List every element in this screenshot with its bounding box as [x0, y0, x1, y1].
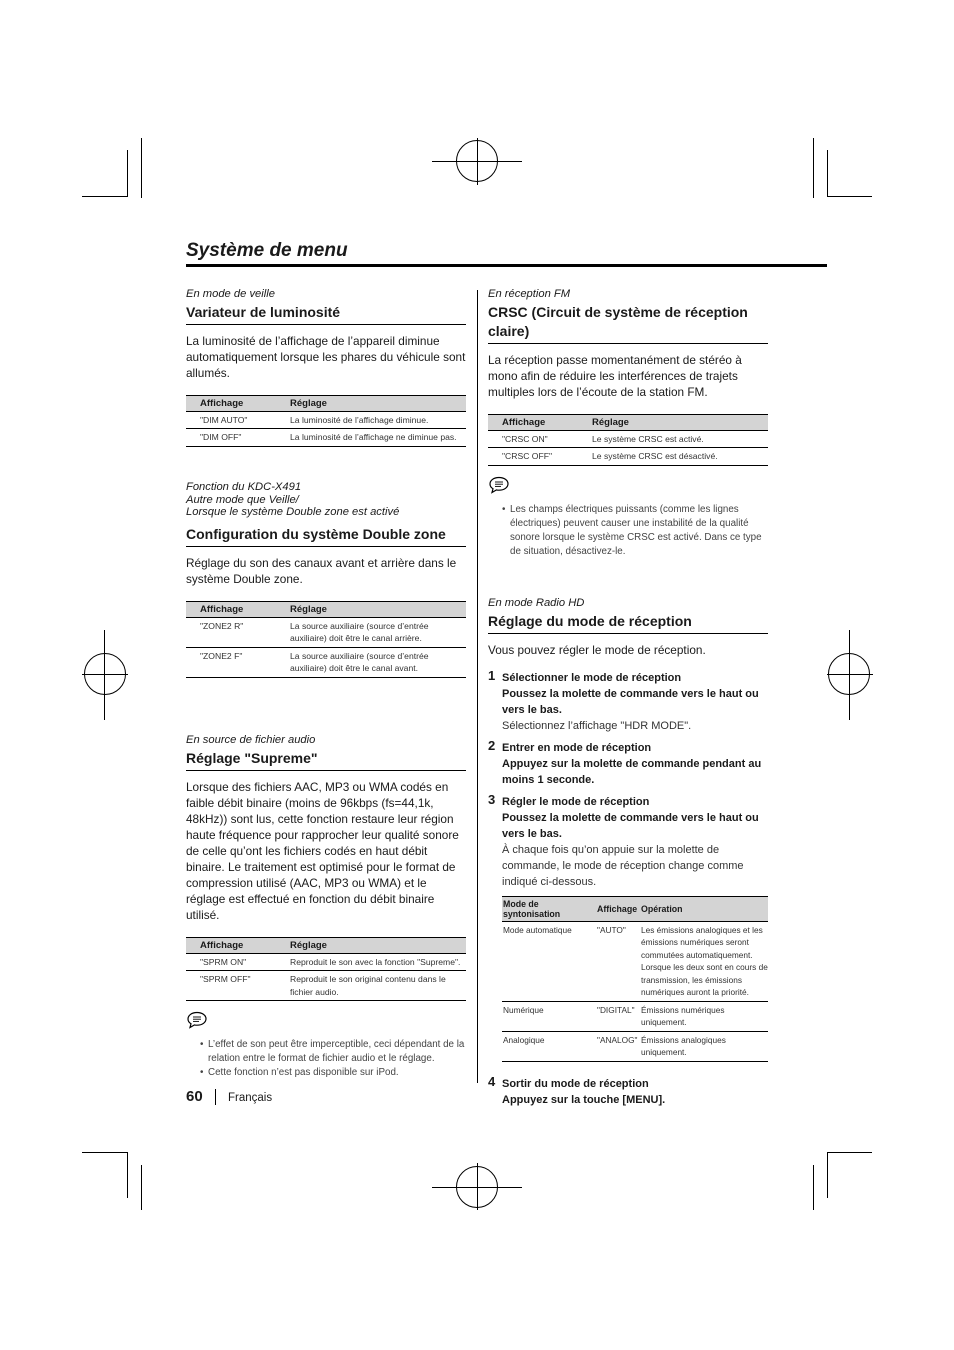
table-row	[186, 617, 466, 647]
mode-table	[502, 896, 768, 1062]
note-list	[186, 1038, 466, 1080]
table-cell: "ZONE2 R"	[186, 617, 276, 647]
section-variateur	[186, 288, 466, 447]
section-heading: Réglage du mode de réception	[488, 612, 768, 634]
note-item: • L’effet de son peut être imperceptible, ceci dépendant de la relation entre le format de fichier audio et le réglage.	[186, 1038, 466, 1066]
settings-table	[186, 395, 466, 447]
section-reception	[488, 597, 768, 1114]
table-row	[186, 411, 466, 429]
table-cell: La luminosité de l’affichage ne diminue pas.	[276, 429, 466, 447]
step-title: Entrer en mode de réception	[502, 741, 652, 754]
step-list	[488, 667, 768, 890]
step-description: À chaque fois qu’on appuie sur la molette de commande, le mode de réception change comme indiqué ci-dessous.	[502, 843, 744, 888]
step-number: 1	[488, 667, 496, 683]
table-header: Opération	[640, 896, 768, 921]
section-heading: Variateur de luminosité	[186, 303, 466, 325]
table-cell: Mode automatique	[502, 921, 596, 1001]
step-title: Sélectionner le mode de réception	[502, 671, 682, 684]
table-row	[502, 1031, 768, 1061]
step-number: 4	[488, 1073, 496, 1089]
section-text: La luminosité de l’affichage de l’appareil diminue automatiquement lorsque les phares du véhicule sont allumés.	[186, 333, 466, 380]
section-text: Vous pouvez régler le mode de réception.	[488, 642, 706, 657]
table-row	[502, 1001, 768, 1031]
table-header: Réglage	[276, 395, 466, 411]
table-cell: "ZONE2 F"	[186, 647, 276, 677]
table-header-row	[186, 601, 466, 617]
step-description: Sélectionnez l’affichage "HDR MODE".	[502, 719, 692, 732]
table-header: Réglage	[276, 937, 466, 953]
section-context: Autre mode que Veille/	[186, 493, 299, 506]
table-cell: "SPRM ON"	[186, 953, 276, 971]
table-cell: Reproduit le son original contenu dans le fichier audio.	[276, 971, 466, 1001]
table-cell: Numérique	[502, 1001, 596, 1031]
table-cell: Émissions analogiques uniquement.	[640, 1031, 768, 1061]
table-row	[186, 953, 466, 971]
note-item: • Cette fonction n’est pas disponible sur iPod.	[186, 1066, 466, 1080]
table-cell: La luminosité de l’affichage diminue.	[276, 411, 466, 429]
table-header: Réglage	[578, 414, 768, 430]
section-supreme	[186, 734, 466, 1080]
table-cell: "DIM OFF"	[186, 429, 276, 447]
section-context: En mode de veille	[186, 288, 275, 300]
table-row	[186, 647, 466, 677]
table-header: Mode de syntonisation	[502, 896, 596, 921]
step-instruction: Appuyez sur la molette de commande pendant au moins 1 seconde.	[502, 757, 762, 786]
table-row	[488, 448, 768, 466]
section-text: La réception passe momentanément de stéréo à mono afin de réduire les interférences de trajets multiples lors de l’écoute de la station FM.	[488, 352, 742, 399]
settings-table	[488, 414, 768, 466]
note-icon	[186, 1011, 208, 1029]
table-cell: "AUTO"	[596, 921, 640, 1001]
table-header-row	[502, 896, 768, 921]
step-instruction: Poussez la molette de commande vers le haut ou vers le bas.	[502, 687, 759, 716]
settings-table	[186, 601, 466, 678]
section-context: Fonction du KDC-X491	[186, 481, 302, 493]
section-text: Lorsque des fichiers AAC, MP3 ou WMA codés en faible débit binaire (moins de 96kbps (fs=44,1k, 48kHz)) sont lus, cette fonction restaure leur région haute fréquence pour rapprocher leur qualité sonore de celle qu’ont les fichiers codés en haut débit binaire. Le traitement est optimisé pour le format de compression utilisé (AAC, MP3 ou WMA) et le réglage est effectué en fonction du débit binaire utilisé.	[186, 779, 459, 922]
table-header: Affichage	[186, 937, 276, 953]
table-cell: La source auxiliaire (source d’entrée auxiliaire) doit être le canal avant.	[276, 647, 466, 677]
column-divider	[477, 290, 478, 1083]
section-double-zone	[186, 481, 466, 678]
step-item	[488, 791, 768, 890]
table-cell: "CRSC OFF"	[488, 448, 578, 466]
step-number: 3	[488, 791, 496, 807]
page-number: 60	[186, 1088, 203, 1105]
table-cell: "DIM AUTO"	[186, 411, 276, 429]
table-row	[186, 971, 466, 1001]
step-instruction: Appuyez sur la touche [MENU].	[502, 1093, 666, 1106]
table-cell: Émissions numériques uniquement.	[640, 1001, 768, 1031]
step-title: Régler le mode de réception	[502, 795, 650, 808]
table-header: Affichage	[186, 601, 276, 617]
table-header-row	[186, 395, 466, 411]
section-crsc	[488, 288, 768, 559]
table-header: Affichage	[596, 896, 640, 921]
footer-divider	[215, 1089, 216, 1105]
page-title: Système de menu	[186, 240, 348, 261]
step-item	[488, 737, 768, 788]
section-context: En mode Radio HD	[488, 597, 585, 609]
table-header: Réglage	[276, 601, 466, 617]
table-header-row	[186, 937, 466, 953]
note-list	[488, 503, 768, 559]
section-context: Lorsque le système Double zone est activé	[186, 506, 400, 518]
step-instruction: Poussez la molette de commande vers le haut ou vers le bas.	[502, 811, 759, 840]
step-item	[488, 667, 768, 734]
table-header: Affichage	[186, 395, 276, 411]
table-row	[488, 430, 768, 448]
table-row	[502, 921, 768, 1001]
table-row	[186, 429, 466, 447]
table-cell: La source auxiliaire (source d’entrée auxiliaire) doit être le canal arrière.	[276, 617, 466, 647]
section-text: Réglage du son des canaux avant et arrière dans le système Double zone.	[186, 555, 457, 586]
table-cell: Reproduit le son avec la fonction "Supreme".	[276, 953, 466, 971]
table-cell: "DIGITAL"	[596, 1001, 640, 1031]
step-number: 2	[488, 737, 496, 753]
note-item: • Les champs électriques puissants (comme les lignes électriques) peuvent causer une instabilité de la qualité sonore lorsque le système CRSC est activé. Dans ce type de situation, désactivez-le.	[488, 503, 768, 559]
table-cell: "SPRM OFF"	[186, 971, 276, 1001]
table-cell: Le système CRSC est désactivé.	[578, 448, 768, 466]
section-heading: Configuration du système Double zone	[186, 525, 466, 547]
section-heading: Réglage "Supreme"	[186, 749, 466, 771]
step-item	[488, 1073, 768, 1108]
step-title: Sortir du mode de réception	[502, 1077, 649, 1090]
table-cell: Analogique	[502, 1031, 596, 1061]
table-cell: Les émissions analogiques et les émissions numériques seront commutées automatiquement. Lorsque les deux sont en cours de transmission, les émissions numériques auront la priorité.	[640, 921, 768, 1001]
note-icon	[488, 476, 510, 494]
table-header: Affichage	[488, 414, 578, 430]
table-header-row	[488, 414, 768, 430]
settings-table	[186, 937, 466, 1002]
table-cell: "CRSC ON"	[488, 430, 578, 448]
section-context: En réception FM	[488, 288, 571, 300]
title-rule	[186, 264, 827, 267]
section-heading: CRSC (Circuit de système de réception claire)	[488, 303, 768, 344]
table-cell: "ANALOG"	[596, 1031, 640, 1061]
page-language: Français	[228, 1092, 273, 1104]
section-context: En source de fichier audio	[186, 734, 316, 746]
table-cell: Le système CRSC est activé.	[578, 430, 768, 448]
